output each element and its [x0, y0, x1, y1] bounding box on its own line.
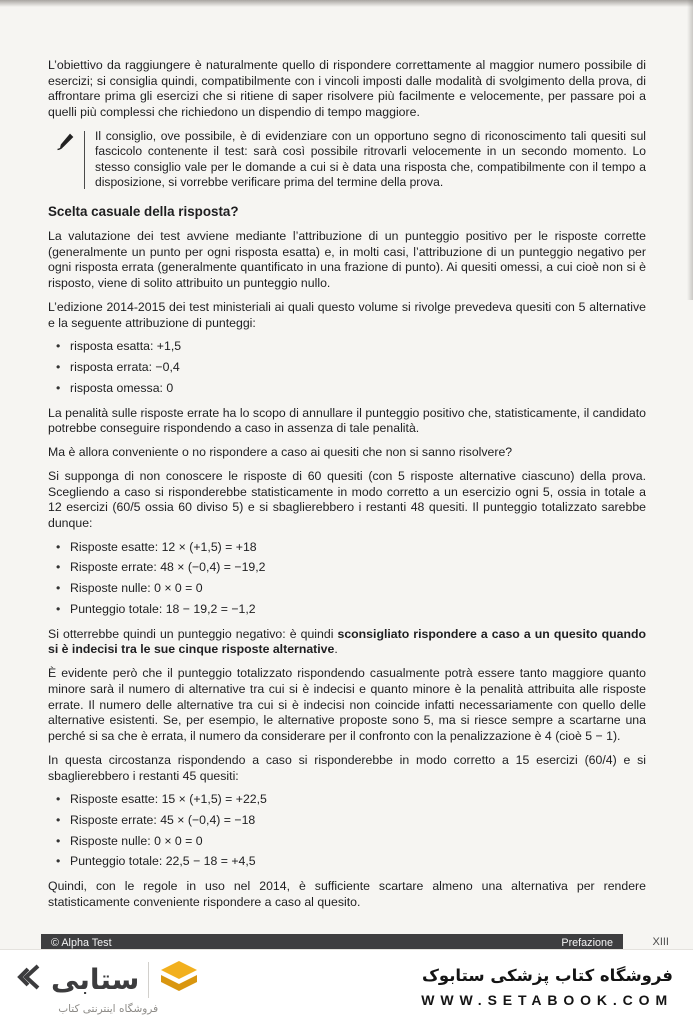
website-url[interactable]: WWW.SETABOOK.COM: [421, 992, 673, 1008]
paragraph: La penalità sulle risposte errate ha lo scopo di annullare il punteggio positivo che, statisticamente, il candidato potrebbe conseguire rispondendo a caso in assenza di tale penalità.: [48, 405, 646, 436]
banner-right: [421, 966, 673, 1008]
bullet-icon: •: [56, 833, 61, 848]
bullet-icon: •: [56, 581, 61, 596]
bullet-text: Risposte nulle: 0 × 0 = 0: [70, 833, 203, 848]
bullet-text: Risposte errate: 48 × (−0,4) = −19,2: [70, 560, 266, 575]
book-emblem-icon: [158, 959, 200, 1000]
bullet-text: Punteggio totale: 18 − 19,2 = −1,2: [70, 601, 256, 616]
bullet-text: risposta omessa: 0: [70, 380, 174, 395]
bullet-item: [50, 339, 646, 355]
paragraph: L’obiettivo da raggiungere è naturalmente quello di rispondere correttamente al maggior numero possibile di esercizi; si consiglia quindi, compatibilmente con i vincoli imposti dalle modalità di svolgimento della prova, di affrontare prima gli esercizi che si ritiene di saper risolvere più facilmente e velocemente, per passare poi a quelli più complessi che richiedono un dispendio di tempo maggiore.: [48, 58, 646, 120]
bullet-item: [50, 602, 646, 618]
page-content: [48, 58, 646, 919]
bullet-icon: •: [56, 339, 61, 354]
paragraph: Si otterrebbe quindi un punteggio negativo: è quindi sconsigliato rispondere a caso a un quesito quando si è indecisi tra le sue cinque risposte alternative.: [48, 626, 646, 657]
paragraph: Si supponga di non conoscere le risposte di 60 quesiti (con 5 risposte alternative ciascuno) della prova. Scegliendo a caso si risponderebbe statisticamente in modo corretto a un esercizio ogni 5, ossia in totale a 12 esercizi (60/5 ossia 60 diviso 5) e si sbaglierebbero i restanti 48 quesiti. Il punteggio totalizzato sarebbe dunque:: [48, 468, 646, 530]
bullet-icon: •: [56, 792, 61, 807]
store-name: فروشگاه کتاب پزشکی ستابوک: [422, 966, 673, 985]
footer-section: Prefazione: [561, 936, 613, 949]
paragraph: L’edizione 2014-2015 dei test ministeriali ai quali questo volume si rivolge prevedeva quesiti con 5 alternative e la seguente attribuzione di punteggi:: [48, 299, 646, 330]
bullet-item: [50, 360, 646, 376]
bullet-list: [50, 792, 646, 870]
bullet-item: [50, 813, 646, 829]
scan-edge-top: [0, 0, 693, 7]
footer-bar: [41, 934, 623, 951]
logo-row: [16, 959, 200, 1000]
bullet-item: [50, 381, 646, 397]
bullet-item: [50, 540, 646, 556]
bullet-item: [50, 581, 646, 597]
logo-wordmark: ستابی: [51, 962, 140, 996]
tip-divider: [84, 131, 85, 189]
bullet-item: [50, 560, 646, 576]
bullet-text: Risposte esatte: 12 × (+1,5) = +18: [70, 539, 257, 554]
bullet-icon: •: [56, 360, 61, 375]
bullet-text: risposta esatta: +1,5: [70, 339, 182, 354]
paragraph: È evidente però che il punteggio totalizzato rispondendo casualmente potrà essere tanto maggiore quanto minore sarà il numero di alternative tra cui si è indecisi e quanto minore è la penalità attribuita alle risposte errate. Il numero delle alternative tra cui si è indecisi non coincide infatti necessariamente con quello delle alternative esistenti. Se, per esempio, le alternative proposte sono 5, ma si riesce sempre a scartarne una perché si sa che è errata, il numero da considerare per il confronto con la penalizzazione è 4 (cioè 5 − 1).: [48, 666, 646, 744]
bullet-icon: •: [56, 854, 61, 869]
bullet-text: Punteggio totale: 22,5 − 18 = +4,5: [70, 854, 256, 869]
paragraph: Ma è allora conveniente o no rispondere a caso ai quesiti che non si sanno risolvere?: [48, 445, 513, 460]
bullet-icon: •: [56, 380, 61, 395]
bullet-item: [50, 834, 646, 850]
bullet-icon: •: [56, 813, 61, 827]
bullet-icon: •: [56, 560, 61, 575]
bullet-text: Risposte errate: 45 × (−0,4) = −18: [70, 813, 256, 827]
bullet-item: [50, 792, 646, 808]
bullet-text: risposta errata: −0,4: [70, 360, 180, 375]
bullet-text: Risposte esatte: 15 × (+1,5) = +22,5: [70, 792, 267, 807]
tip-box: [50, 129, 646, 191]
chevron-left-icon: [16, 962, 42, 997]
scan-edge-right: [687, 0, 693, 300]
bullet-list: [50, 540, 646, 618]
logo-tagline: فروشگاه اینترنتی کتاب: [58, 1003, 159, 1015]
page-number: XIII: [652, 936, 669, 948]
tip-text: Il consiglio, ove possibile, è di evidenziare con un opportuno segno di riconoscimento tali quesiti sul fascicolo contenente il test: sarà così possibile ritrovarli velocemente in un secondo momento. Lo stesso consiglio vale per le domande a cui si è data una risposta che, compatibilmente con il tempo a disposizione, si vorrebbe verificare prima del termine della prova.: [95, 128, 646, 190]
writing-pen-icon: [50, 129, 80, 191]
paragraph: Quindi, con le regole in uso nel 2014, è sufficiente scartare almeno una alternativa per rendere statisticamente conveniente rispondere a caso al quesito.: [48, 879, 646, 909]
bullet-icon: •: [56, 601, 61, 616]
bullet-text: Risposte nulle: 0 × 0 = 0: [70, 581, 203, 596]
footer-copyright: © Alpha Test: [51, 936, 112, 949]
setabook-logo[interactable]: [16, 959, 200, 1015]
section-heading: Scelta casuale della risposta?: [48, 203, 239, 219]
paragraph: In questa circostanza rispondendo a caso si risponderebbe in modo corretto a 15 esercizi (60/4) e si sbaglierebbero i restanti 45 quesiti:: [48, 752, 646, 783]
setabook-banner: [0, 950, 693, 1024]
bullet-icon: •: [56, 539, 61, 554]
paragraph: La valutazione dei test avviene mediante l’attribuzione di un punteggio positivo per le risposte corrette (generalmente un punto per ogni risposta esatta) e, in molti casi, l’attribuzione di un punteggio negativo per ogni risposta errata (generalmente quantificato in una frazione di punto). Ai quesiti omessi, a cui cioè non si è risposto, viene di solito attribuito un punteggio nullo.: [48, 228, 646, 291]
bullet-item: [50, 854, 646, 870]
bullet-list: [50, 339, 646, 396]
logo-divider: [148, 962, 149, 998]
